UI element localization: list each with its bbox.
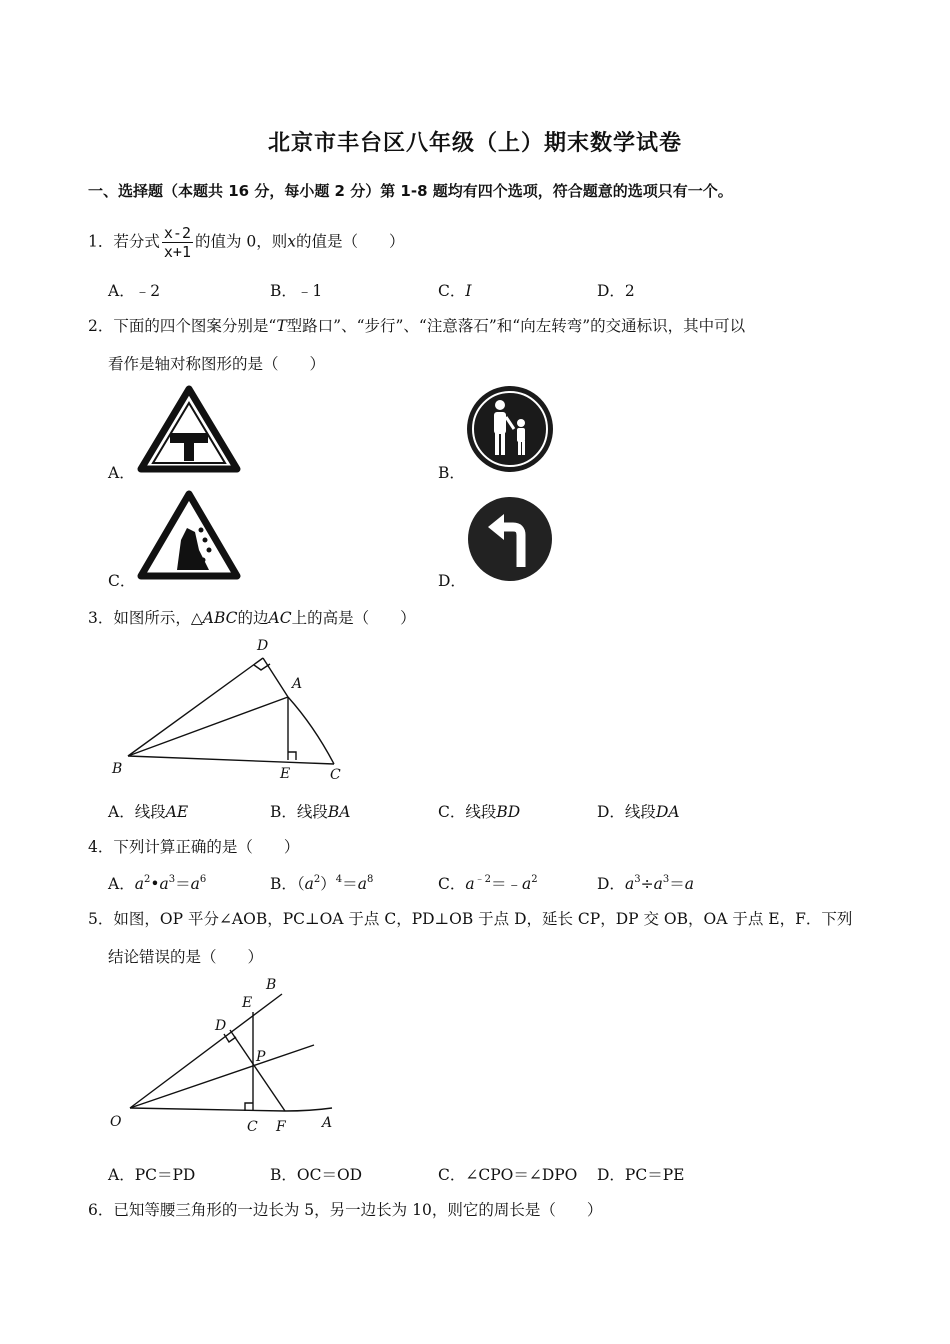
option-b: B． (438, 464, 465, 482)
question-2-line2: 看作是轴对称图形的是（ ） (108, 355, 326, 373)
option-d: D． (438, 572, 466, 590)
option-a: A．PC＝PD (108, 1166, 196, 1184)
option-c: C．∠CPO＝∠DPO (438, 1166, 578, 1184)
option-c: C．$a^{﹣2}=﹣a^2$ (438, 874, 538, 893)
question-2: 2．下面的四个图案分别是“T型路口”、“步行”、“注意落石”和“向左转弯”的交通标识，其中可以 (88, 317, 746, 335)
t-junction-sign-icon (137, 385, 241, 473)
section-heading: 一、选择题（本题共 16 分，每小题 2 分）第 1-8 题均有四个选项，符合题意的选项只有一个。 (88, 182, 733, 200)
triangle-abc-figure (100, 636, 360, 784)
option-b: B．OC＝OD (270, 1166, 363, 1184)
option-d: D．线段DA (597, 803, 680, 821)
page-title: 北京市丰台区八年级（上）期末数学试卷 (267, 131, 682, 156)
option-b: B．﹣1 (270, 282, 323, 300)
option-d: D．$a^3\div a^3=a$ (597, 874, 694, 893)
label-d: D (257, 638, 269, 654)
label-a: A (322, 1115, 333, 1131)
label-e: E (280, 766, 291, 782)
angle-bisector-figure (100, 972, 350, 1137)
pedestrian-sign-icon (466, 385, 554, 473)
question-5-line2: 结论错误的是（ ） (108, 948, 264, 966)
turn-left-sign-icon (466, 497, 554, 581)
question-1: 1．若分式 $\frac{x-2}{x+1}$ 的值为 0，则x的值是（ ） (88, 224, 405, 261)
label-c: C (247, 1119, 258, 1135)
question-number: 1． (88, 232, 114, 251)
label-o: O (110, 1114, 122, 1130)
question-3: 3．如图所示，△ABC的边AC上的高是（ ） (88, 609, 416, 627)
label-e: E (242, 995, 253, 1011)
option-b: B．线段BA (270, 803, 351, 821)
option-c: C．I (438, 282, 472, 300)
option-a: A．﹣2 (108, 282, 161, 300)
fraction: $\frac{x-2}{x+1}$ (163, 224, 191, 261)
label-a: A (292, 676, 303, 692)
option-d: D．2 (597, 282, 635, 300)
question-4: 4．下列计算正确的是（ ） (88, 838, 300, 856)
label-b: B (266, 977, 277, 993)
label-d: D (215, 1018, 227, 1034)
option-d: D．PC＝PE (597, 1166, 685, 1184)
option-a: A．$a^2•a^3=a^6$ (108, 874, 207, 893)
option-a: A．线段AE (108, 803, 189, 821)
label-f: F (276, 1119, 286, 1135)
question-6: 6．已知等腰三角形的一边长为 5，另一边长为 10，则它的周长是（ ） (88, 1201, 603, 1219)
falling-rocks-sign-icon (137, 490, 241, 580)
option-a: A． (108, 464, 135, 482)
question-5: 5．如图，OP 平分∠AOB，PC⊥OA 于点 C，PD⊥OB 于点 D，延长 CP，DP 交 OB，OA 于点 E，F．下列 (88, 910, 853, 928)
label-c: C (330, 767, 341, 783)
label-p: P (256, 1049, 266, 1065)
option-b: B．$(a^2)^4=a^8$ (270, 874, 374, 893)
label-b: B (112, 761, 123, 777)
option-c: C． (108, 572, 136, 590)
option-c: C．线段BD (438, 803, 521, 821)
